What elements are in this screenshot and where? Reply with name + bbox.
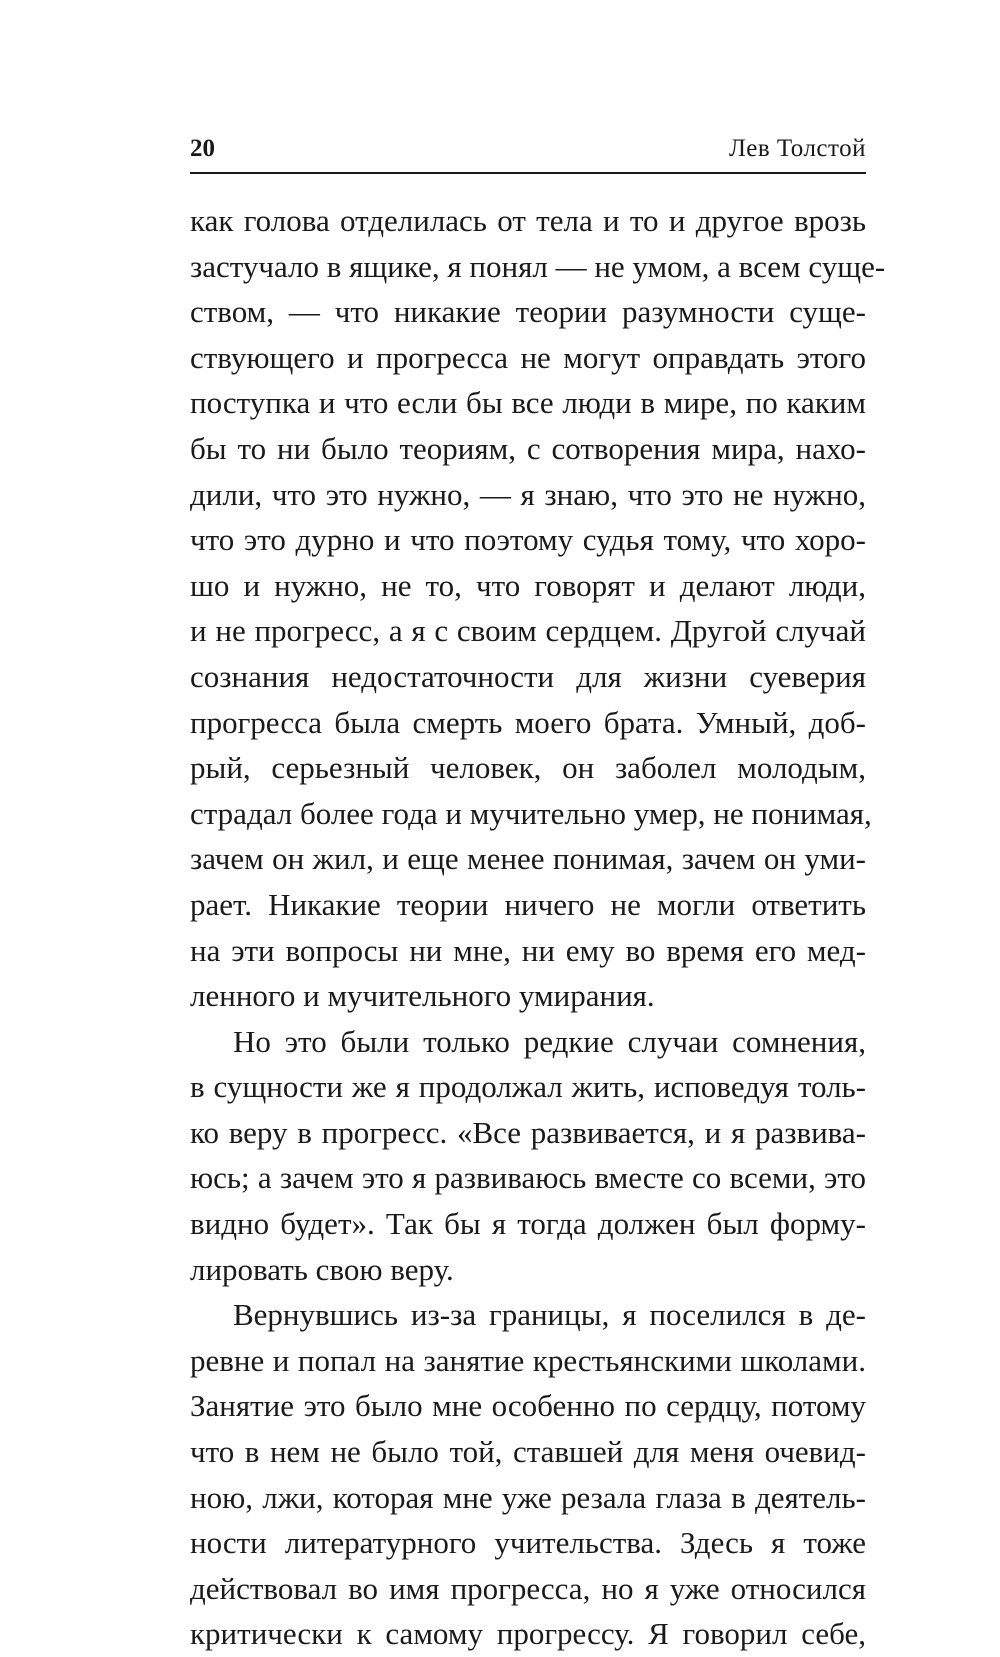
text-line: видно будет». Так бы я тогда должен был форму- bbox=[190, 1206, 866, 1242]
text-line: страдал более года и мучительно умер, не понимая, bbox=[190, 795, 872, 831]
paragraph-start-line: Но это были только редкие случаи сомнения, bbox=[233, 1023, 866, 1059]
text-line: рает. Никакие теории ничего не могли ответить bbox=[190, 886, 866, 922]
text-line: рый, серьезный человек, он заболел молодым, bbox=[190, 750, 866, 786]
text-line: что в нем не было той, ставшей для меня очевид- bbox=[190, 1434, 866, 1470]
book-author: Лев Толстой bbox=[728, 135, 866, 162]
text-line: ности литературного учительства. Здесь я тоже bbox=[190, 1525, 866, 1561]
text-line: что это дурно и что поэтому судья тому, что хоро- bbox=[190, 522, 866, 558]
text-line: прогресса была смерть моего брата. Умный, доб- bbox=[190, 704, 866, 740]
text-line: застучало в ящике, я понял — не умом, а всем суще- bbox=[190, 248, 886, 284]
text-line: действовал во имя прогресса, но я уже относился bbox=[190, 1570, 866, 1606]
text-line: ствующего и прогресса не могут оправдать этого bbox=[190, 339, 866, 375]
text-line: как голова отделилась от тела и то и другое врозь bbox=[190, 203, 866, 238]
text-line: ством, — что никакие теории разумности суще- bbox=[190, 294, 866, 330]
paragraph-start-line: Вернувшись из-за границы, я поселился в де- bbox=[233, 1297, 866, 1333]
paragraph-end-line: лировать свою веру. bbox=[190, 1251, 454, 1287]
text-line: зачем он жил, и еще менее понимая, зачем он уми- bbox=[190, 841, 866, 877]
text-line: ко веру в прогресс. «Все развивается, и я развива- bbox=[190, 1114, 866, 1150]
page-number: 20 bbox=[190, 135, 215, 162]
body-text bbox=[190, 198, 886, 1657]
text-line: на эти вопросы ни мне, ни ему во время его мед- bbox=[190, 932, 866, 968]
text-line: бы то ни было теориям, с сотворения мира, нахо- bbox=[190, 430, 866, 466]
text-line: юсь; а зачем это я развиваюсь вместе со всеми, это bbox=[190, 1160, 866, 1196]
paragraph-end-line: ленного и мучительного умирания. bbox=[190, 978, 655, 1014]
text-line: сознания недостаточности для жизни суеверия bbox=[190, 658, 866, 694]
text-line: в сущности же я продолжал жить, исповедуя толь- bbox=[190, 1069, 866, 1105]
text-line: ревне и попал на занятие крестьянскими школами. bbox=[190, 1342, 866, 1378]
text-line: Занятие это было мне особенно по сердцу, потому bbox=[190, 1388, 866, 1424]
running-header bbox=[190, 132, 866, 174]
text-line: дили, что это нужно, — я знаю, что это не нужно, bbox=[190, 476, 866, 512]
text-line: шо и нужно, не то, что говорят и делают люди, bbox=[190, 567, 866, 603]
text-line: ною, лжи, которая мне уже резала глаза в деятель- bbox=[190, 1479, 866, 1515]
text-line: и не прогресс, а я с своим сердцем. Другой случай bbox=[190, 613, 866, 649]
text-line: критически к самому прогрессу. Я говорил себе, bbox=[190, 1616, 866, 1652]
text-line: поступка и что если бы все люди в мире, по каким bbox=[190, 385, 866, 421]
